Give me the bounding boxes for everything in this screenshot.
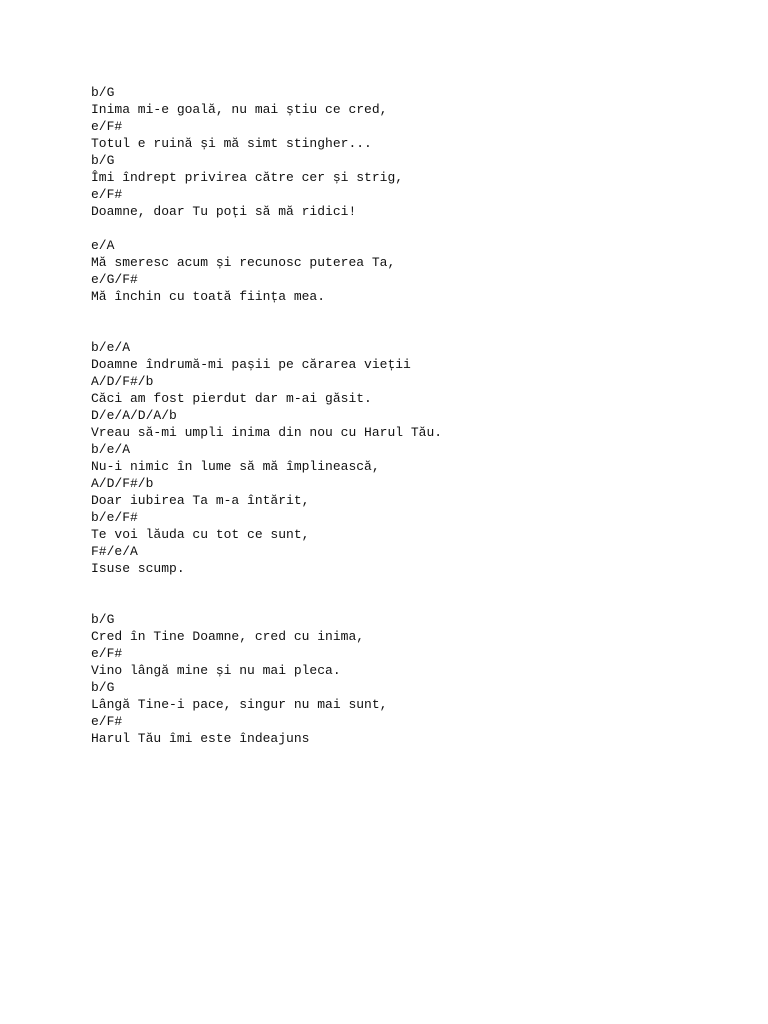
chord-line: b/G	[91, 85, 115, 100]
chord-line: A/D/F#/b	[91, 476, 154, 491]
chord-line: D/e/A/D/A/b	[91, 408, 177, 423]
chord-line: b/G	[91, 680, 115, 695]
blank-line	[91, 594, 731, 611]
chord-line: e/F#	[91, 646, 123, 661]
blank-line	[91, 322, 731, 339]
lyric-line: Mă închin cu toată ființa mea.	[91, 289, 326, 304]
lyric-line: Lângă Tine-i pace, singur nu mai sunt,	[91, 697, 388, 712]
chord-line: b/G	[91, 153, 115, 168]
lyric-line: Mă smeresc acum și recunosc puterea Ta,	[91, 255, 396, 270]
blank-line	[91, 577, 731, 594]
chord-line: b/G	[91, 612, 115, 627]
chord-line: b/e/A	[91, 442, 131, 457]
lyric-line: Doar iubirea Ta m-a întărit,	[91, 493, 310, 508]
lyric-line: Harul Tău îmi este îndeajuns	[91, 731, 310, 746]
lyric-line: Îmi îndrept privirea către cer și strig,	[91, 170, 404, 185]
lyric-line: Cred în Tine Doamne, cred cu inima,	[91, 629, 365, 644]
chord-line: A/D/F#/b	[91, 374, 154, 389]
lyric-line: Nu-i nimic în lume să mă împlinească,	[91, 459, 380, 474]
chord-line: e/F#	[91, 187, 123, 202]
lyric-line: Isuse scump.	[91, 561, 185, 576]
lyric-line: Doamne îndrumă-mi pașii pe cărarea vieții	[91, 357, 411, 372]
lyric-line: Doamne, doar Tu poți să mă ridici!	[91, 204, 357, 219]
chord-line: e/G/F#	[91, 272, 138, 287]
lyric-line: Totul e ruină și mă simt stingher...	[91, 136, 372, 151]
lyric-line: Inima mi-e goală, nu mai știu ce cred,	[91, 102, 388, 117]
song-sheet	[91, 84, 731, 747]
chord-line: b/e/F#	[91, 510, 138, 525]
lyric-line: Vreau să-mi umpli inima din nou cu Harul Tău.	[91, 425, 443, 440]
chord-line: e/F#	[91, 119, 123, 134]
chord-line: e/F#	[91, 714, 123, 729]
chord-line: F#/e/A	[91, 544, 138, 559]
chord-line: e/A	[91, 238, 115, 253]
blank-line	[91, 305, 731, 322]
lyric-line: Căci am fost pierdut dar m-ai găsit.	[91, 391, 372, 406]
lyric-line: Te voi lăuda cu tot ce sunt,	[91, 527, 310, 542]
chord-line: b/e/A	[91, 340, 131, 355]
blank-line	[91, 220, 731, 237]
lyric-line: Vino lângă mine și nu mai pleca.	[91, 663, 341, 678]
